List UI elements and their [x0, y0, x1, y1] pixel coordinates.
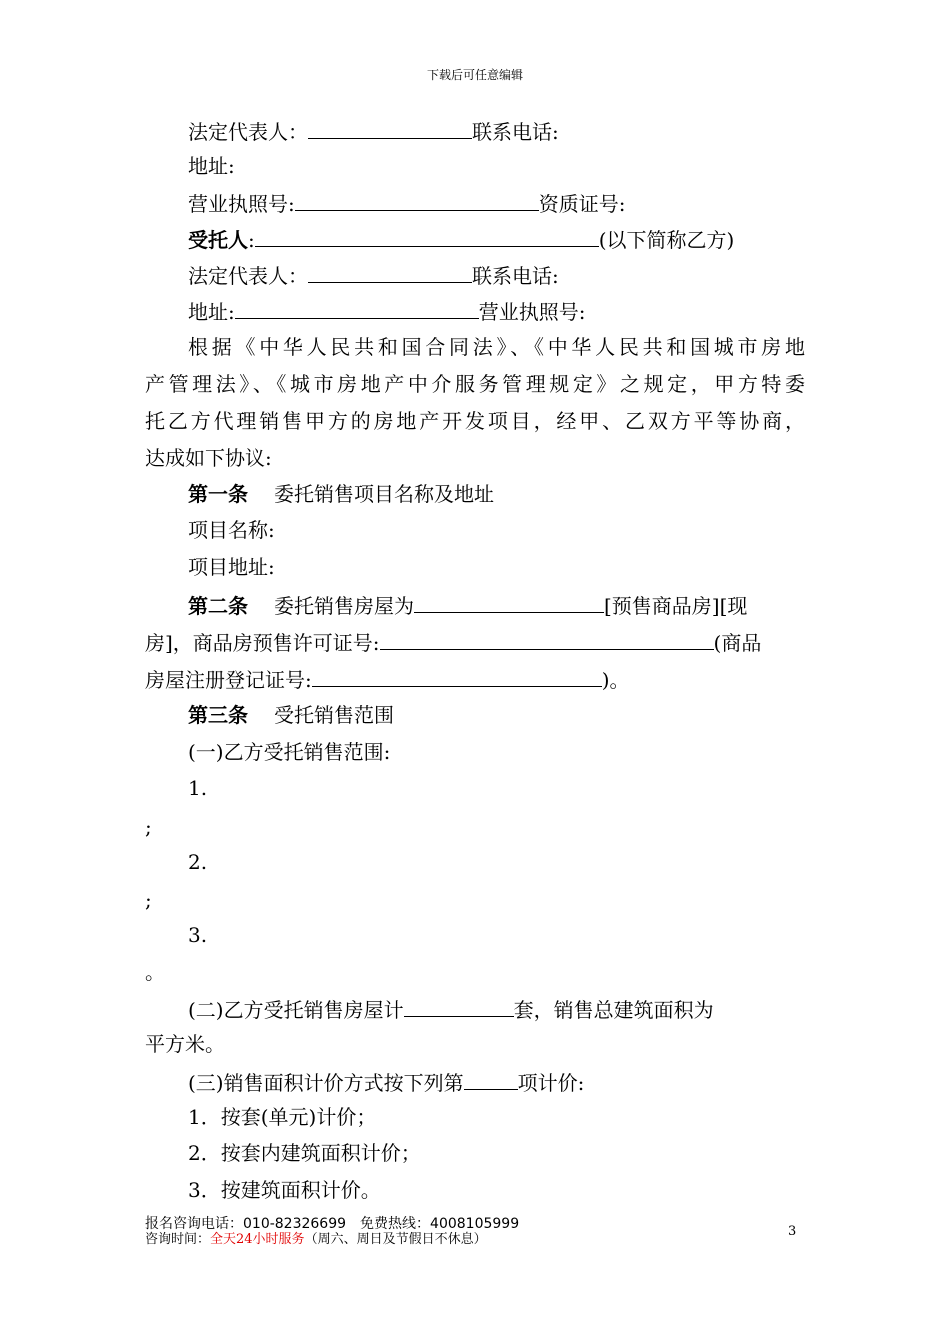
para-line-3: 托乙方代理销售甲方的房地产开发项目，经甲、乙双方平等协商， [145, 409, 805, 433]
page-number: 3 [788, 1224, 797, 1239]
article-2-line-2: 房]，商品房预售许可证号: (商品 [145, 631, 762, 655]
method-1: 1．按套(单元)计价； [188, 1105, 377, 1129]
item-1: 1. [188, 776, 208, 800]
blank-license [295, 190, 539, 211]
article-1: 第一条 委托销售项目名称及地址 [188, 482, 494, 506]
address-line-1: 地址: [188, 154, 235, 178]
license-line: 营业执照号: 资质证号: [188, 192, 626, 216]
para-line-4: 达成如下协议: [145, 446, 272, 470]
legal-rep-line-1: 法定代表人： 联系电话: [188, 120, 559, 144]
page-header: 下载后可任意编辑 [426, 68, 523, 82]
article-2-line-3: 房屋注册登记证号: )。 [145, 668, 630, 692]
blank-trustee [255, 226, 599, 247]
blank-house [414, 592, 604, 613]
blank-presale-permit [380, 629, 714, 650]
article-3: 第三条 受托销售范围 [188, 703, 394, 727]
para-line-2: 产管理法》、《城市房地产中介服务管理规定》之规定，甲方特委 [145, 372, 805, 396]
scope-3: (三)销售面积计价方式按下列第 项计价: [188, 1071, 585, 1095]
item-3-end: 。 [145, 960, 165, 984]
scope-2-line-2: 平方米。 [145, 1032, 225, 1056]
footer-hours: 咨询时间：全天24小时服务（周六、周日及节假日不休息） [145, 1232, 487, 1247]
project-name: 项目名称: [188, 518, 275, 542]
para-line-1: 根据《中华人民共和国合同法》、《中华人民共和国城市房地 [188, 335, 805, 359]
project-address: 项目地址: [188, 555, 275, 579]
address-line-2: 地址: 营业执照号: [188, 300, 586, 324]
blank-legal-rep [308, 118, 472, 139]
trustee-line: 受托人: (以下简称乙方) [188, 228, 735, 252]
item-1-end: ; [145, 815, 152, 839]
legal-rep-line-2: 法定代表人： 联系电话: [188, 264, 559, 288]
item-2-end: ; [145, 888, 152, 912]
method-3: 3．按建筑面积计价。 [188, 1178, 381, 1202]
method-2: 2．按套内建筑面积计价； [188, 1141, 421, 1165]
article-2-line-1: 第二条 委托销售房屋为 [预售商品房][现 [188, 594, 748, 618]
blank-legal-rep-2 [308, 262, 472, 283]
blank-address [235, 298, 479, 319]
blank-method [464, 1069, 518, 1090]
footer-phone: 报名咨询电话：010-82326699 免费热线：4008105999 [145, 1216, 520, 1232]
blank-registration [312, 666, 602, 687]
item-3: 3. [188, 923, 208, 947]
scope-2-line-1: (二)乙方受托销售房屋计 套，销售总建筑面积为 [188, 998, 714, 1022]
scope-1: (一)乙方受托销售范围: [188, 740, 391, 764]
blank-units [404, 996, 514, 1017]
item-2: 2. [188, 850, 208, 874]
footer-hours-highlight: 全天24小时服务 [210, 1232, 305, 1247]
